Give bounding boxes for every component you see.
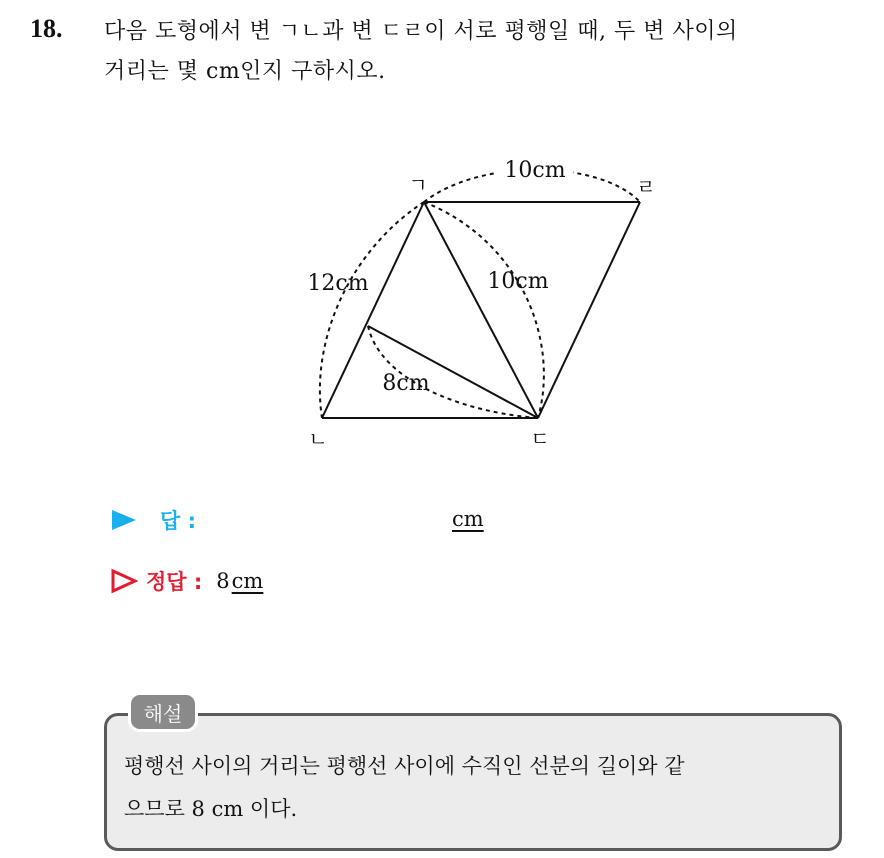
- diagonal-ac: [424, 202, 538, 418]
- question-text-line-1: 다음 도형에서 변 ㄱㄴ과 변 ㄷㄹ이 서로 평행일 때, 두 변 사이의: [104, 19, 738, 44]
- correct-answer-number: 8: [216, 569, 230, 593]
- explanation-line-1: 평행선 사이의 거리는 평행선 사이에 수직인 선분의 길이와 같: [124, 754, 685, 778]
- correct-answer-value: [216, 569, 263, 593]
- answer-label: 답 :: [160, 509, 196, 533]
- vertex-d-label: ㄹ: [636, 175, 656, 199]
- label-ab: 12cm: [307, 271, 369, 296]
- correct-answer-row: [110, 566, 263, 596]
- correct-answer-label: 정답 :: [146, 570, 203, 594]
- label-ad: 10cm: [504, 158, 566, 183]
- explanation-box: [104, 713, 842, 851]
- explanation-line-2: 으므로 8 cm 이다.: [124, 797, 298, 821]
- answer-row: [110, 505, 196, 535]
- vertex-a-label: ㄱ: [408, 173, 428, 197]
- vertex-c-label: ㄷ: [530, 427, 550, 451]
- answer-unit: cm: [452, 507, 484, 531]
- outline-triangle-icon: [110, 568, 138, 594]
- segment-cd: [538, 202, 640, 418]
- label-perp: 8cm: [382, 371, 430, 396]
- vertex-b-label: ㄴ: [308, 427, 328, 451]
- correct-answer-unit: cm: [231, 569, 264, 593]
- question-number: 18.: [30, 14, 63, 43]
- question-text-line-2: 거리는 몇 cm인지 구하시오.: [104, 59, 386, 84]
- label-ac: 10cm: [487, 269, 549, 294]
- explanation-tab: 해설: [128, 692, 198, 732]
- play-triangle-icon: [110, 507, 138, 533]
